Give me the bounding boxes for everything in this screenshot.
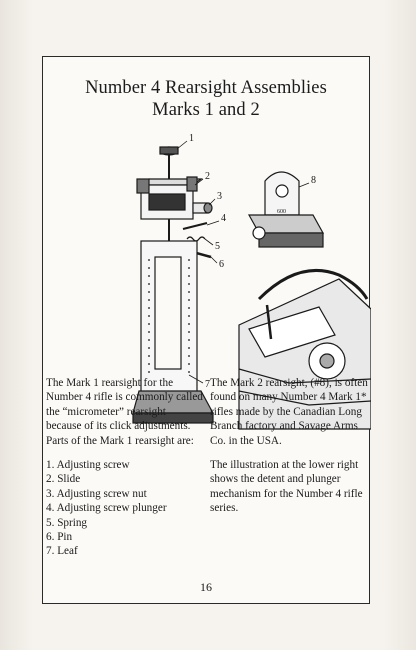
callout-7: 7 xyxy=(205,379,210,390)
list-item: 4. Adjusting screw plunger xyxy=(46,502,167,515)
callout-5: 5 xyxy=(215,241,220,252)
slide xyxy=(137,177,201,219)
title-line-2: Marks 1 and 2 xyxy=(152,100,260,120)
page-number: 16 xyxy=(200,580,212,594)
text-columns xyxy=(46,376,368,559)
page-title xyxy=(43,77,369,121)
callout-6: 6 xyxy=(219,259,224,270)
list-item: 5. Spring xyxy=(46,516,88,529)
callout-2: 2 xyxy=(205,171,210,182)
callout-3: 3 xyxy=(217,191,222,202)
rearsight-engraving: 600 xyxy=(277,209,286,215)
list-item: 1. Adjusting screw xyxy=(46,459,130,472)
right-para-1: The Mark 2 rearsight, (#8), is often found on many Number 4 Mark 1* rifles made by the Canadian Long Branch factory and Savage Arms Co. in the USA. xyxy=(210,377,368,447)
list-item: 6. Pin xyxy=(46,531,73,544)
callout-4: 4 xyxy=(221,213,226,224)
page-frame xyxy=(42,56,370,604)
right-para-2: The illustration at the lower right shows the detent and plunger mechanism for the Number 4 rifle series. xyxy=(210,459,363,515)
list-item: 2. Slide xyxy=(46,473,81,486)
callout-1: 1 xyxy=(189,133,194,144)
right-column xyxy=(210,376,368,559)
list-item: 7. Leaf xyxy=(46,545,78,558)
callout-8: 8 xyxy=(311,175,316,186)
left-column xyxy=(46,376,204,559)
left-intro: The Mark 1 rearsight for the Number 4 rifle is commonly called the “micrometer” rearsight because of its click adjustments. Parts of the Mark 1 rearsight are: xyxy=(46,377,203,447)
list-item: 3. Adjusting screw nut xyxy=(46,487,147,500)
parts-list xyxy=(46,458,204,559)
title-line-1: Number 4 Rearsight Assemblies xyxy=(85,78,327,98)
